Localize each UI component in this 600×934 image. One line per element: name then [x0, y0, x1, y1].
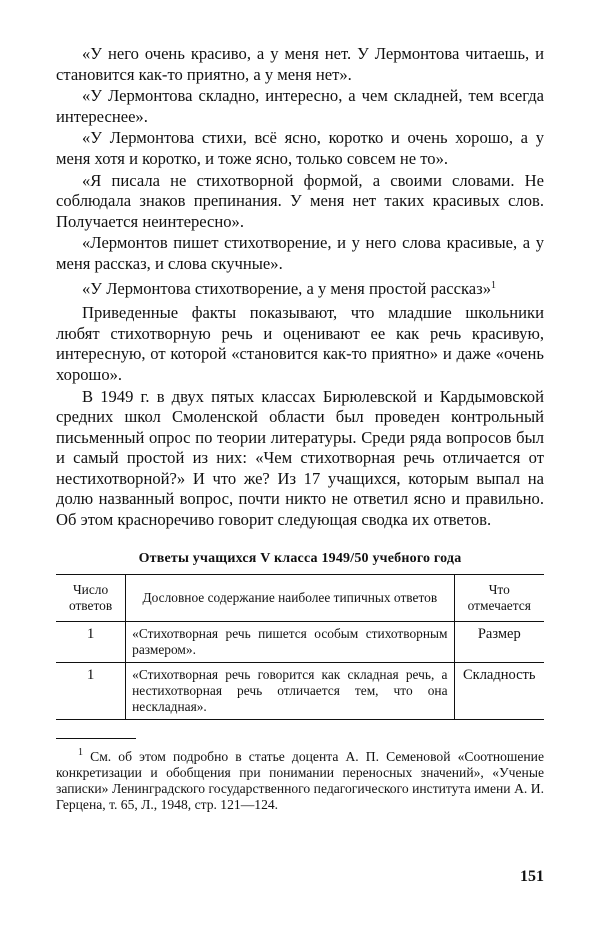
row-note: Размер	[477, 625, 521, 642]
quote-5: «Лермонтов пишет стихотворение, и у него слова красивые, а у меня рассказ, и слова скучные».	[56, 233, 544, 273]
quote-6-text: «У Лермонтова стихотворение, а у меня простой рассказ»	[82, 278, 491, 298]
quote-1: «У него очень красиво, а у меня нет. У Лермонтова читаешь, и становится как-то приятно, а у меня нет».	[56, 44, 544, 84]
row-count: 1	[56, 621, 126, 662]
quote-3: «У Лермонтова стихи, всё ясно, коротко и очень хорошо, а у меня хотя и коротко, и тоже ясно, только совсем не то».	[56, 128, 544, 168]
header-content: Дословное содержание наиболее типичных ответов	[126, 574, 454, 621]
quote-4: «Я писала не стихотворной формой, а своими словами. Не соблюдала знаков препинания. У меня нет таких красивых слов. Получается неинтересно».	[56, 170, 544, 231]
footnote-reference[interactable]: 1	[491, 279, 496, 291]
row-content: «Стихотворная речь говорится как складная речь, а нестихотворная речь отличается тем, что она нескладная».	[126, 662, 454, 719]
row-content: «Стихотворная речь пишется особым стихотворным размером».	[126, 621, 454, 662]
footnote	[56, 745, 544, 813]
table-row	[56, 621, 544, 662]
footnote-text: См. об этом подробно в статье доцента А. П. Семеновой «Соотношение конкретизации и обобщения при понимании переносных значений», «Ученые записки» Ленинградского государственного педагогического института имени А. И. Герцена, т. 65, Л., 1948, стр. 121—124.	[56, 748, 544, 812]
paragraph-1: Приведенные факты показывают, что младшие школьники любят стихотворную речь и оценивают ее как речь красивую, интересную, от которой «становится как-то приятно» и даже «очень хорошо».	[56, 303, 544, 384]
quote-6	[56, 276, 544, 300]
page-number: 151	[520, 868, 544, 885]
quote-2: «У Лермонтова складно, интересно, а чем складней, тем всегда интереснее».	[56, 86, 544, 126]
table-caption: Ответы учащихся V класса 1949/50 учебного года	[138, 550, 462, 566]
footnote-divider	[56, 738, 136, 739]
header-count: Число ответов	[56, 574, 126, 621]
table-row	[56, 662, 544, 719]
answers-table	[56, 574, 544, 720]
header-note: Что отмечается	[467, 581, 531, 613]
footnote-mark: 1	[78, 746, 83, 758]
row-count: 1	[56, 662, 126, 719]
page-body	[56, 44, 544, 813]
paragraph-2: В 1949 г. в двух пятых классах Бирюлевской и Кардымовской средних школ Смоленской области был проведен контрольный письменный опрос по теории литературы. Среди ряда вопросов был и самый простой из них: «Чем стихотворная речь отличается от нестихотворной?» И что же? Из 17 учащихся, которым выпал на долю названный вопрос, почти никто не ответил ясно и правильно. Об этом красноречиво говорит следующая сводка их ответов.	[56, 386, 544, 530]
table-header-row	[56, 574, 544, 621]
row-note: Складность	[454, 662, 544, 719]
